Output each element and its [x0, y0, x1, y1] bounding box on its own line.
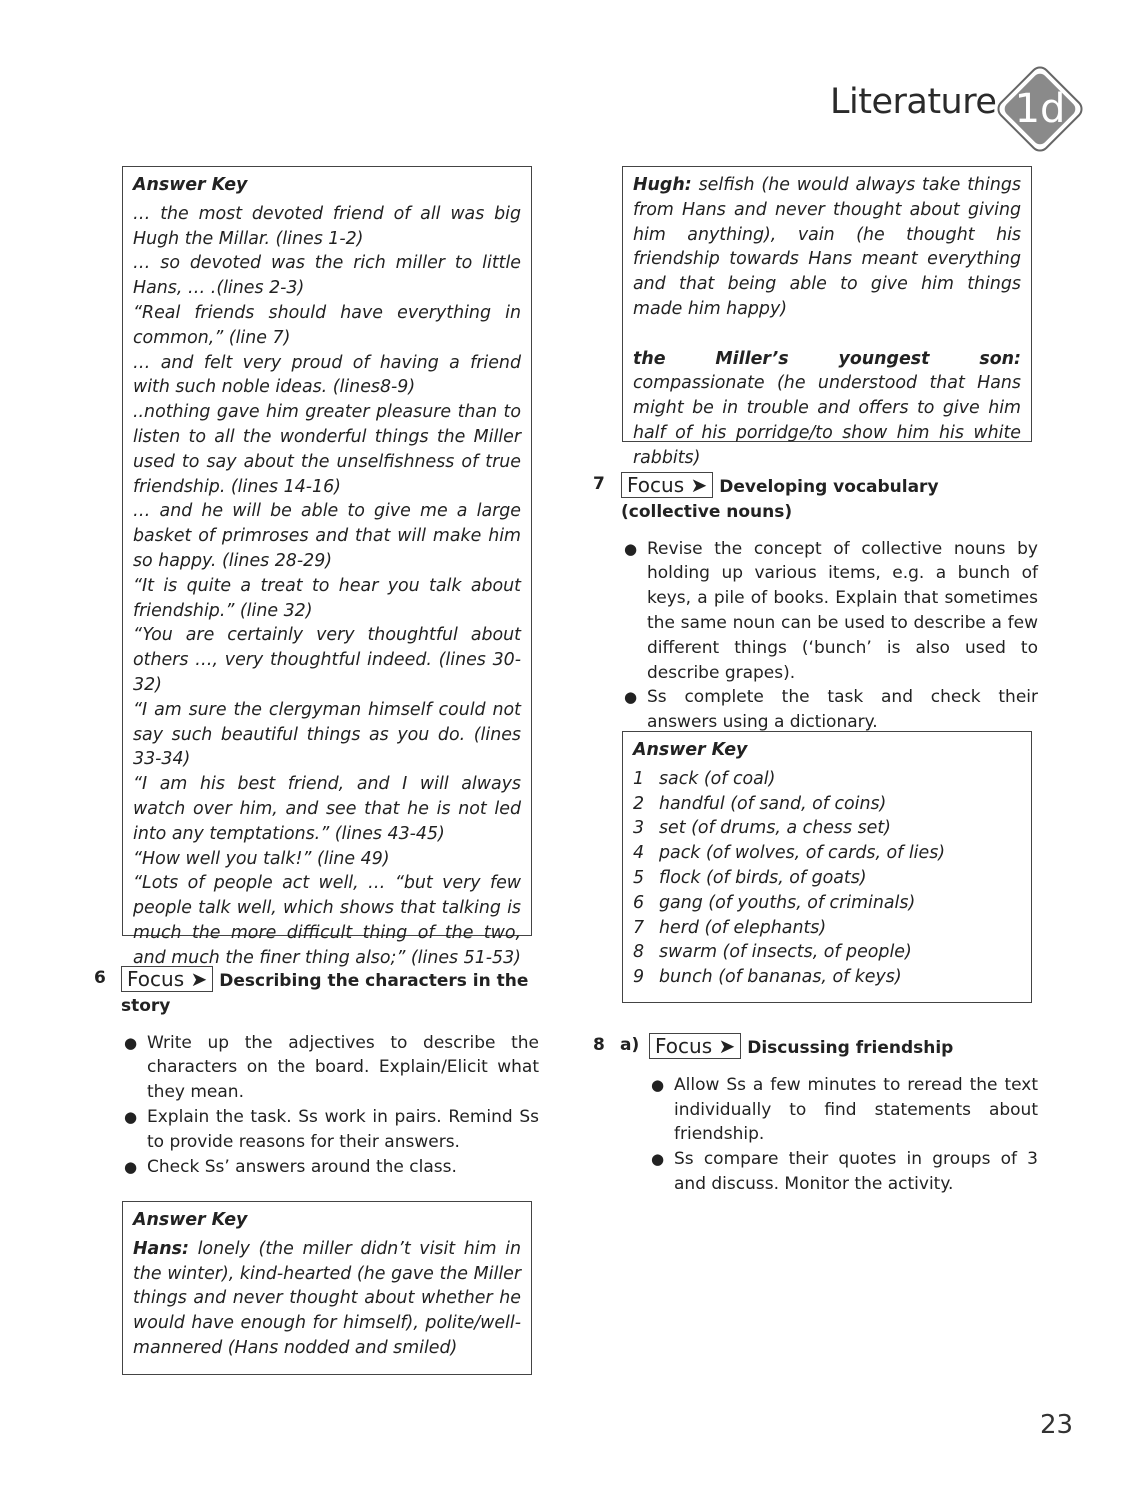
list-item: ● Allow Ss a few minutes to reread the text individually to find statements about friendship.: [651, 1074, 1038, 1145]
quote-line: ..nothing gave him greater pleasure than to listen to all the wonderful things the Miller used to say about the unselfishness of true friendship. (lines 14-16): [133, 402, 521, 497]
bullet-icon: ●: [624, 539, 638, 558]
list-item: 4 pack (of wolves, of cards, of lies): [633, 843, 946, 864]
quote-line: … so devoted was the rich miller to little Hans, … .(lines 2-3): [133, 253, 521, 299]
quote-line: “How well you talk!” (line 49): [133, 848, 390, 869]
quote-line: “Real friends should have everything in common,” (line 7): [133, 302, 521, 348]
section-heading: Developing vocabulary (collective nouns): [621, 477, 939, 522]
answer-key-quotes: [122, 166, 532, 968]
list-item: 1 sack (of coal): [633, 768, 776, 789]
page-title: Literature: [830, 82, 997, 122]
character-description: Hugh: selfish (he would always take things from Hans and never thought about giving him anything), vain (he thought his friendship towards Hans meant everything and that being able to give him things made him happy): [633, 175, 1021, 319]
answer-key-hans: [122, 1201, 532, 1375]
section-number: 7: [593, 474, 605, 494]
bullet-icon: ●: [624, 688, 638, 707]
quote-line: “You are certainly very thoughtful about others …, very thoughtful indeed. (lines 30-32): [133, 625, 521, 695]
bullet-icon: ●: [651, 1075, 665, 1094]
bullet-icon: ●: [124, 1033, 138, 1052]
character-name: Hugh:: [633, 175, 692, 195]
list-item: ● Write up the adjectives to describe the characters on the board. Explain/Elicit what they mean.: [124, 1032, 539, 1103]
quote-line: … the most devoted friend of all was big Hugh the Millar. (lines 1-2): [133, 203, 521, 249]
subsection-label: a): [620, 1035, 640, 1055]
answer-key-collective-nouns: [622, 731, 1032, 1003]
quote-line: … and felt very proud of having a friend with such noble ideas. (lines8-9): [133, 352, 521, 398]
list-item: ● Ss complete the task and check their answers using a dictionary.: [624, 687, 1038, 733]
character-name: the Miller’s youngest son:: [633, 348, 1021, 369]
section-heading: Describing the characters in the story: [121, 971, 529, 1016]
list-item: 6 gang (of youths, of criminals): [633, 892, 916, 913]
list-item: ● Explain the task. Ss work in pairs. Remind Ss to provide reasons for their answers.: [124, 1106, 539, 1152]
answer-key-hugh-son: [622, 166, 1032, 468]
character-description: Hans: lonely (the miller didn’t visit him in the winter), kind-hearted (he gave the Miller things and never thought about whether he would have enough for himself), polite/well-mannered (Hans nodded and smiled): [133, 1238, 521, 1358]
bullet-icon: ●: [651, 1150, 665, 1169]
focus-label: Focus ➤: [649, 1033, 741, 1059]
list-item: ● Revise the concept of collective nouns by holding up various items, e.g. a bunch of keys, a pile of books. Explain that sometimes the same noun can be used to describe a few different things (‘bunch’ is also used to describe grapes).: [624, 538, 1038, 683]
unit-badge-label: 1d: [1014, 86, 1066, 132]
section-7: [593, 472, 1038, 735]
section-number: 6: [94, 968, 106, 988]
quote-line: “I am his best friend, and I will always watch over him, and see that he is not led into any temptations.” (lines 43-45): [133, 774, 521, 844]
answer-key-title: Answer Key: [133, 1210, 248, 1230]
list-item: ● Ss compare their quotes in groups of 3 and discuss. Monitor the activity.: [651, 1149, 1038, 1194]
focus-label: Focus ➤: [621, 472, 713, 498]
quote-line: “It is quite a treat to hear you talk about friendship.” (line 32): [133, 575, 521, 621]
focus-label: Focus ➤: [121, 966, 213, 992]
quote-line: “I am sure the clergyman himself could not say such beautiful things as you do. (lines 33-34): [133, 699, 521, 770]
quote-line: “Lots of people act well, … “but very few people talk well, which shows that talking is much the more difficult thing of the two, and much the finer thing also;” (lines 51-53): [133, 873, 521, 968]
page-number: 23: [1040, 1410, 1074, 1440]
list-item: ● Check Ss’ answers around the class.: [121, 1155, 539, 1180]
list-item: 2 handful (of sand, of coins): [633, 793, 887, 814]
quote-line: … and he will be able to give me a large basket of primroses and that will make him so happy. (lines 28-29): [133, 501, 521, 571]
section-6: [94, 966, 539, 1179]
section-heading: Discussing friendship: [747, 1038, 954, 1058]
answer-key-title: Answer Key: [633, 740, 748, 760]
bullet-icon: ●: [124, 1157, 138, 1176]
list-item: 8 swarm (of insects, of people): [633, 942, 912, 963]
unit-badge: [990, 59, 1090, 159]
bullet-icon: ●: [124, 1107, 138, 1126]
character-name: Hans:: [133, 1238, 189, 1259]
answer-key-title: Answer Key: [133, 175, 248, 195]
list-item: 5 flock (of birds, of goats): [633, 867, 867, 888]
list-item: 3 set (of drums, a chess set): [633, 818, 891, 839]
list-item: 9 bunch (of bananas, of keys): [633, 967, 902, 988]
section-number: 8: [593, 1035, 605, 1055]
character-description: the Miller’s youngest son: compassionate (he understood that Hans might be in trouble and offers to give him half of his porridge/to show him his white rabbits): [633, 348, 1021, 468]
list-item: 7 herd (of elephants): [633, 917, 827, 938]
section-8: [593, 1033, 1038, 1197]
